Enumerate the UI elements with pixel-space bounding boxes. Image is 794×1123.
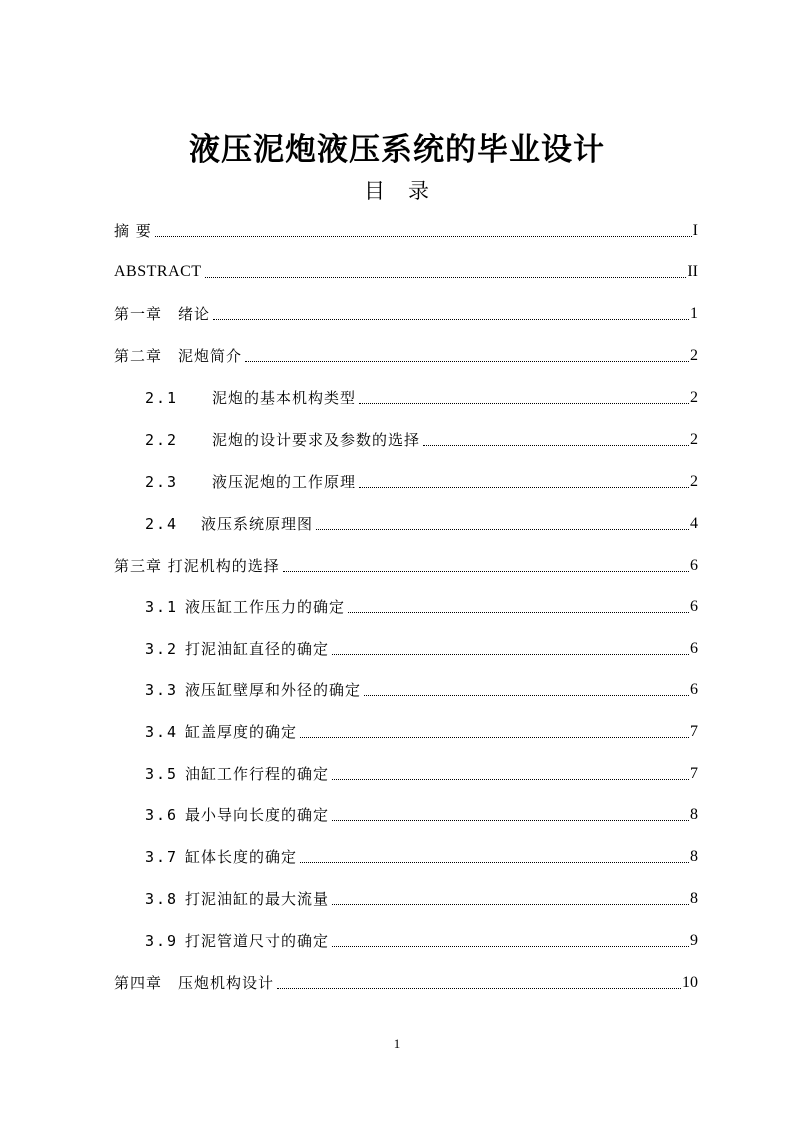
toc-entry-page: 2 [690, 388, 698, 406]
toc-entry-page: 2 [690, 346, 698, 364]
toc-entry-page: 1 [690, 304, 698, 322]
dot-leader [332, 903, 689, 905]
toc-entry[interactable] [145, 419, 698, 460]
toc-entry[interactable] [114, 545, 698, 586]
document-title: 液压泥炮液压系统的毕业设计 [189, 132, 605, 168]
toc-entry[interactable] [145, 878, 698, 919]
dot-leader [332, 778, 689, 780]
toc-entry-page: 8 [690, 889, 698, 907]
toc-entry-title: 泥炮的设计要求及参数的选择 [212, 431, 421, 449]
dot-leader [332, 945, 689, 947]
toc-entry[interactable] [114, 335, 698, 376]
toc-entry-page: 10 [682, 973, 698, 991]
toc-entry-page: 6 [690, 680, 698, 698]
toc-entry[interactable] [145, 628, 698, 669]
toc-entry-title: 打泥油缸的最大流量 [185, 890, 330, 908]
toc-entry-number: 3.4 [145, 722, 179, 741]
toc-entry-title: 第四章 压炮机构设计 [114, 974, 275, 992]
toc-entry-title: 第二章 泥炮简介 [114, 347, 243, 365]
toc-entry-title: 油缸工作行程的确定 [185, 765, 330, 783]
dot-leader [300, 861, 689, 863]
dot-leader [316, 528, 689, 530]
toc-entry[interactable] [114, 251, 698, 292]
page-number: 1 [393, 1036, 401, 1051]
toc-entry-title: ABSTRACT [114, 262, 202, 280]
toc-entry-title: 第一章 绪论 [114, 305, 211, 323]
toc-entry[interactable] [114, 210, 698, 251]
toc-heading: 目 录 [364, 179, 430, 203]
toc-entry-number: 3.3 [145, 680, 179, 699]
toc-entry-title: 泥炮的基本机构类型 [212, 389, 357, 407]
toc-entry-number: 2.2 [145, 430, 179, 449]
toc-entry-page: 4 [690, 514, 698, 532]
dot-leader [348, 611, 689, 613]
toc-entry[interactable] [114, 293, 698, 334]
toc-entry-number: 3.8 [145, 889, 179, 908]
toc-entry-number: 2.4 [145, 514, 179, 533]
dot-leader [283, 570, 689, 572]
toc-entry[interactable] [145, 711, 698, 752]
toc-entry-page: I [692, 221, 698, 239]
dot-leader [359, 486, 689, 488]
toc-entry[interactable] [145, 920, 698, 961]
toc-entry-number: 2.3 [145, 472, 179, 491]
toc-entry[interactable] [145, 836, 698, 877]
toc-entry-page: 8 [690, 805, 698, 823]
dot-leader [213, 318, 689, 320]
toc-entry-title: 打泥油缸直径的确定 [185, 640, 330, 658]
dot-leader [332, 819, 689, 821]
dot-leader [277, 987, 681, 989]
dot-leader [332, 653, 689, 655]
toc-entry-page: 8 [690, 847, 698, 865]
toc-entry[interactable] [145, 586, 698, 627]
toc-entry[interactable] [114, 962, 698, 1003]
toc-entry[interactable] [145, 753, 698, 794]
toc-entry-page: 6 [690, 639, 698, 657]
toc-entry-title: 液压缸壁厚和外径的确定 [185, 681, 362, 699]
toc-entry-page: 9 [690, 931, 698, 949]
dot-leader [359, 402, 689, 404]
dot-leader [245, 360, 689, 362]
toc-entry-page: II [687, 262, 698, 280]
toc-entry-title: 液压缸工作压力的确定 [185, 598, 346, 616]
dot-leader [423, 444, 689, 446]
toc-entry-title: 第三章 打泥机构的选择 [114, 557, 280, 575]
toc-entry-number: 2.1 [145, 388, 179, 407]
dot-leader [364, 694, 689, 696]
toc-entry-title: 缸盖厚度的确定 [185, 723, 298, 741]
toc-entry[interactable] [145, 669, 698, 710]
toc-entry-title: 缸体长度的确定 [185, 848, 298, 866]
toc-entry-title: 液压泥炮的工作原理 [212, 473, 357, 491]
toc-entry-title: 液压系统原理图 [201, 515, 314, 533]
toc-entry-title: 最小导向长度的确定 [185, 806, 330, 824]
toc-entry-page: 6 [690, 556, 698, 574]
toc-entry[interactable] [145, 461, 698, 502]
toc-entry-title: 摘 要 [114, 222, 152, 240]
toc-entry[interactable] [145, 377, 698, 418]
toc-entry-page: 2 [690, 430, 698, 448]
toc-entry-number: 3.7 [145, 847, 179, 866]
toc-entry-page: 2 [690, 472, 698, 490]
toc-entry[interactable] [145, 503, 698, 544]
toc-entry-page: 7 [690, 764, 698, 782]
toc-entry-page: 6 [690, 597, 698, 615]
toc-entry-number: 3.6 [145, 805, 179, 824]
toc-entry-page: 7 [690, 722, 698, 740]
dot-leader [300, 736, 689, 738]
toc-entry-title: 打泥管道尺寸的确定 [185, 932, 330, 950]
dot-leader [155, 235, 692, 237]
toc-entry-number: 3.9 [145, 931, 179, 950]
toc-entry-number: 3.5 [145, 764, 179, 783]
toc-entry[interactable] [145, 794, 698, 835]
toc-entry-number: 3.1 [145, 597, 179, 616]
toc-entry-number: 3.2 [145, 639, 179, 658]
dot-leader [205, 276, 687, 278]
